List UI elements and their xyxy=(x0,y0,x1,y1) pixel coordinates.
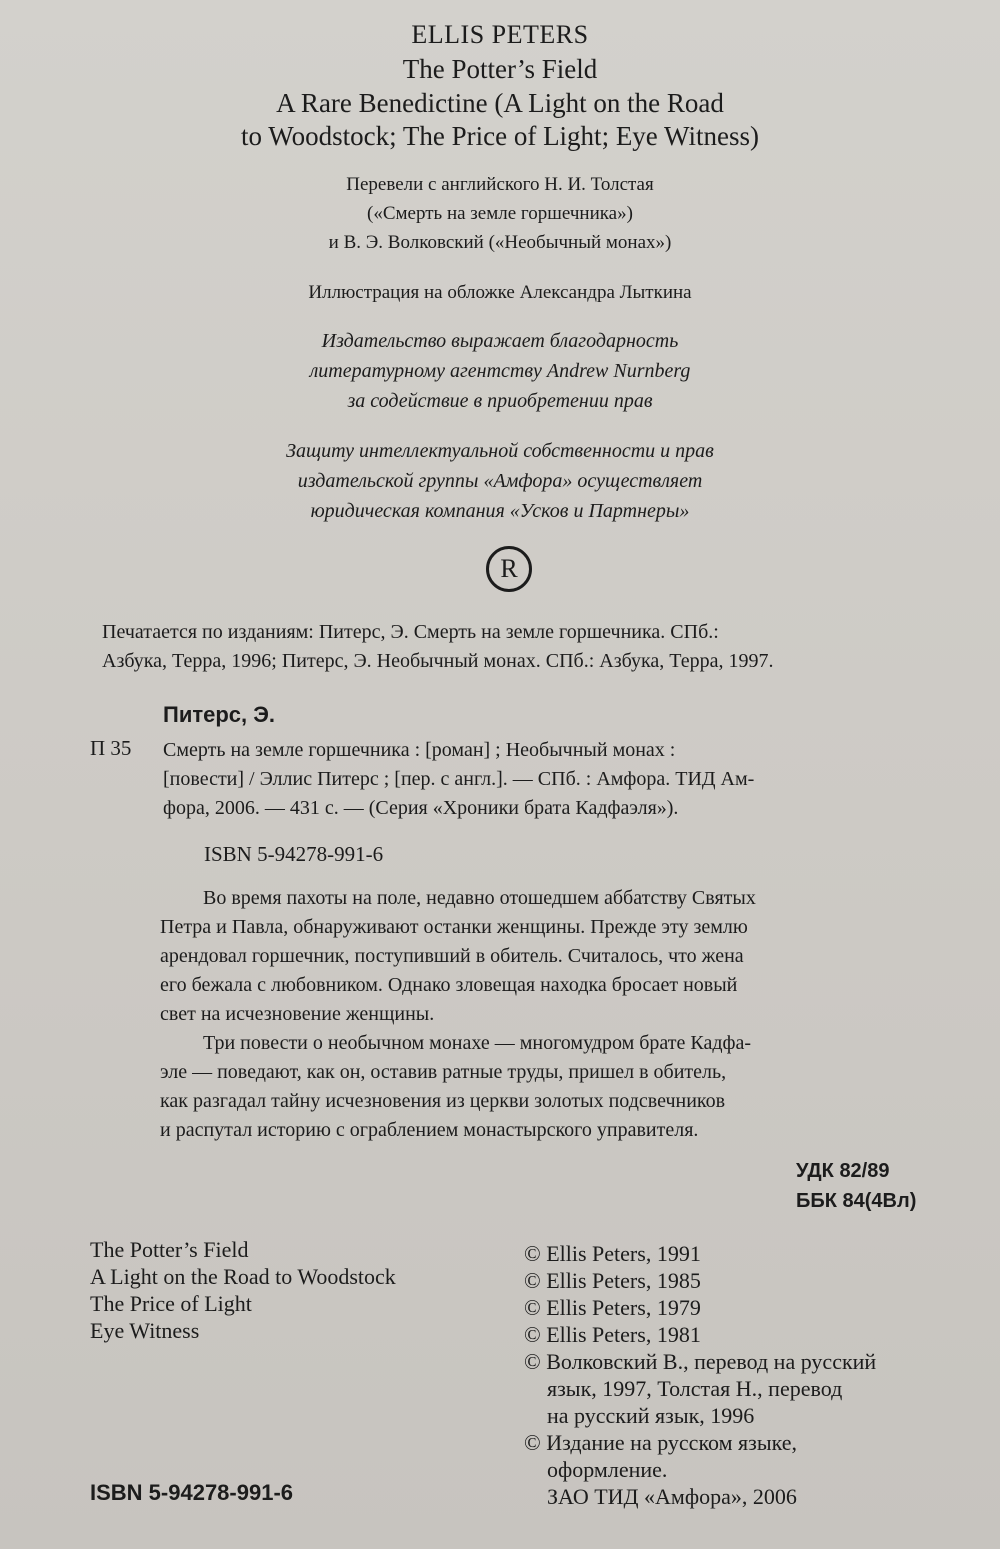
copyright-line: язык, 1997, Толстая Н., перевод xyxy=(547,1376,843,1401)
bibliography-isbn: ISBN 5-94278-991-6 xyxy=(204,842,384,866)
printed-from-note xyxy=(102,618,932,676)
copyright-line: © Ellis Peters, 1991 xyxy=(524,1241,701,1266)
annotation-line: эле — поведают, как он, оставив ратные труды, пришел в обитель, xyxy=(160,1061,727,1083)
bbk-code: ББК 84(4Вл) xyxy=(796,1190,917,1212)
bibliography-code: П 35 xyxy=(90,736,132,760)
annotation-line: Во время пахоты на поле, недавно отошедшем аббатству Святых xyxy=(203,887,756,909)
translators-line: и В. Э. Волковский («Необычный монах») xyxy=(328,232,672,253)
annotation-line: его бежала с любовником. Однако зловещая находка бросает новый xyxy=(160,974,738,996)
annotation-line: и распутал историю с ограблением монастырского управителя. xyxy=(160,1119,699,1141)
classification-codes xyxy=(796,1156,916,1216)
copyright-line: на русский язык, 1996 xyxy=(547,1403,755,1428)
copyright-line: ЗАО ТИД «Амфора», 2006 xyxy=(547,1484,797,1509)
footer-isbn: ISBN 5-94278-991-6 xyxy=(90,1480,294,1505)
printed-from-line: Азбука, Терра, 1996; Питерс, Э. Необычный монах. СПб.: Азбука, Терра, 1997. xyxy=(102,650,774,672)
translators-line: Перевели с английского Н. И. Толстая xyxy=(346,174,654,195)
annotation-line: как разгадал тайну исчезновения из церкви золотых подсвечников xyxy=(160,1090,726,1112)
legal-line: Защиту интеллектуальной собственности и прав xyxy=(286,440,714,462)
original-title: The Potter’s Field xyxy=(90,1237,249,1262)
printed-from-line: Печатается по изданиям: Питерс, Э. Смерть на земле горшечника. СПб.: xyxy=(102,621,719,643)
bibliography-author: Питерс, Э. xyxy=(163,702,276,727)
original-title: A Light on the Road to Woodstock xyxy=(90,1264,396,1289)
thanks-line: за содействие в приобретении прав xyxy=(347,390,653,412)
copyright-line: © Волковский В., перевод на русский xyxy=(524,1349,877,1374)
bibliography-line: фора, 2006. — 431 с. — (Серия «Хроники брата Кадфаэля»). xyxy=(163,797,679,819)
annotation xyxy=(160,884,930,1145)
annotation-line: арендовал горшечник, поступивший в обитель. Считалось, что жена xyxy=(160,945,744,967)
copyright-line: © Ellis Peters, 1985 xyxy=(524,1268,701,1293)
original-titles-list xyxy=(90,1236,396,1344)
thanks-line: литературному агентству Andrew Nurnberg xyxy=(309,360,691,382)
annotation-line: Три повести о необычном монахе — многомудром брате Кадфа- xyxy=(203,1032,752,1054)
english-title-line: The Potter’s Field xyxy=(402,54,598,84)
annotation-line: Петра и Павла, обнаруживают останки женщины. Прежде эту землю xyxy=(160,916,748,938)
bibliography-entry xyxy=(163,736,923,823)
bibliography-line: [повести] / Эллис Питерс ; [пер. с англ.]. — СПб. : Амфора. ТИД Ам- xyxy=(163,768,755,790)
copyright-line: © Ellis Peters, 1981 xyxy=(524,1322,701,1347)
translators-line: («Смерть на земле горшечника») xyxy=(367,203,633,224)
copyright-list xyxy=(524,1240,876,1510)
copyright-line: оформление. xyxy=(547,1457,668,1482)
udk-code: УДК 82/89 xyxy=(796,1160,890,1182)
thanks-line: Издательство выражает благодарность xyxy=(321,330,679,352)
legal-line: юридическая компания «Усков и Партнеры» xyxy=(310,500,690,522)
original-title: The Price of Light xyxy=(90,1291,252,1316)
registered-copyright-icon xyxy=(486,546,532,592)
original-title: Eye Witness xyxy=(90,1318,200,1343)
copyright-symbol-letter: R xyxy=(500,554,518,583)
illustration-credit: Иллюстрация на обложке Александра Лыткина xyxy=(308,282,692,303)
author-name: ELLIS PETERS xyxy=(411,20,589,49)
annotation-line: свет на исчезновение женщины. xyxy=(160,1003,435,1025)
copyright-line: © Издание на русском языке, xyxy=(524,1430,798,1455)
copyright-line: © Ellis Peters, 1979 xyxy=(524,1295,701,1320)
bibliography-line: Смерть на земле горшечника : [роман] ; Необычный монах : xyxy=(163,739,676,761)
english-title-line: to Woodstock; The Price of Light; Eye Witness) xyxy=(241,121,759,151)
english-title-line: A Rare Benedictine (A Light on the Road xyxy=(276,88,724,118)
legal-line: издательской группы «Амфора» осуществляет xyxy=(297,470,703,492)
